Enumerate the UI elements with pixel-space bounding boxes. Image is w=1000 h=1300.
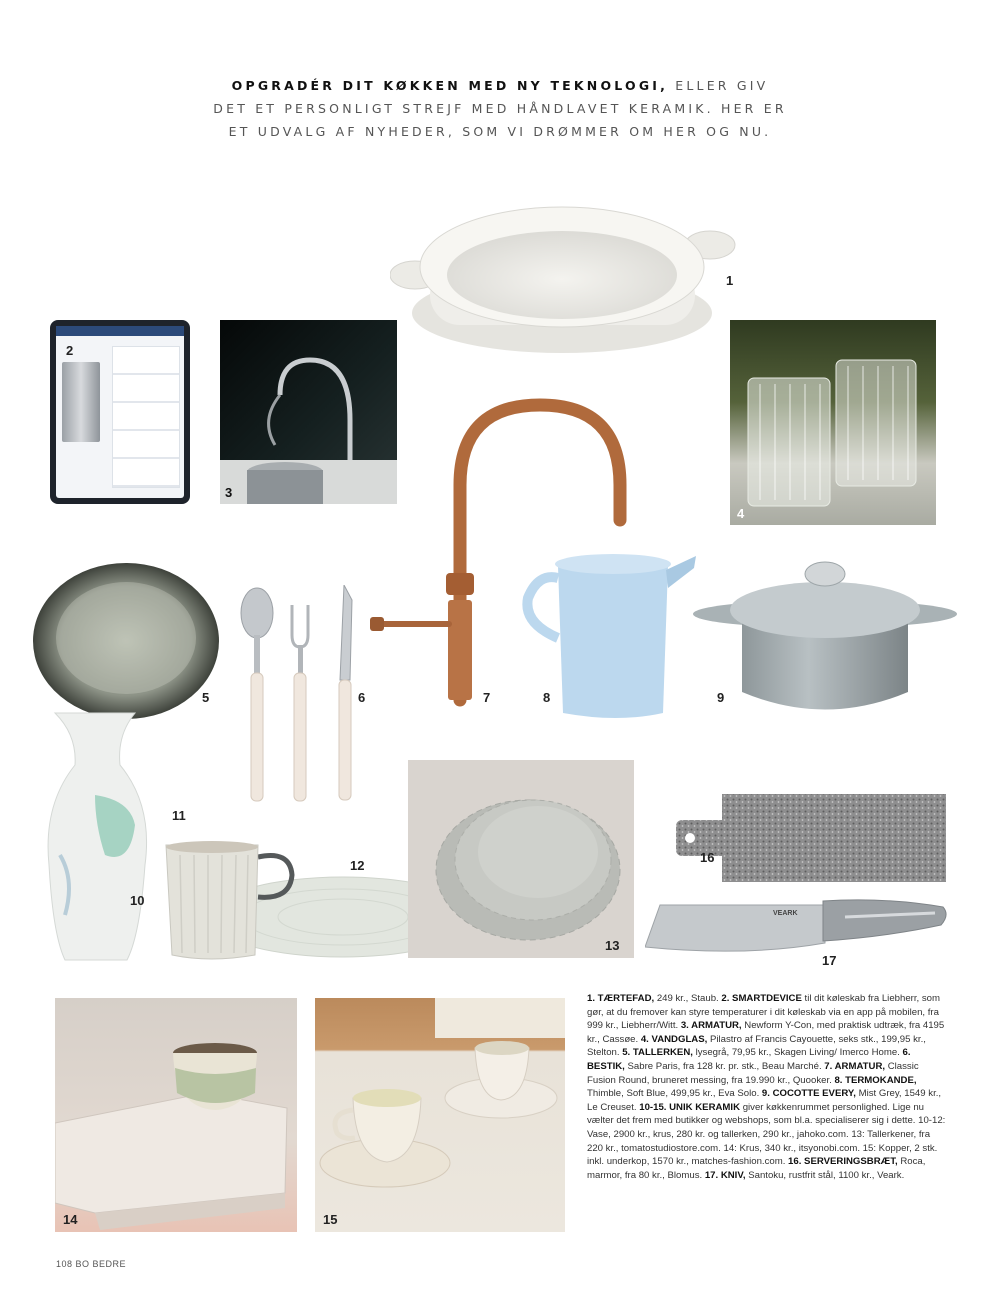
headline-line2: DET ET PERSONLIGT STREJF MED HÅNDLAVET KERAMIK. HER ER	[213, 101, 787, 116]
product-number-8: 8	[543, 690, 551, 705]
product-number-2: 2	[66, 343, 74, 358]
caption-item-17-title: 17. KNIV,	[704, 1169, 746, 1181]
headline	[180, 74, 820, 143]
product-number-4: 4	[737, 506, 745, 521]
santoku-knife-icon	[645, 895, 955, 957]
caption-item-1-text: 249 kr., Staub.	[654, 993, 722, 1004]
knife-brand: VEARK	[773, 910, 798, 917]
product-number-12: 12	[350, 858, 365, 873]
caption-item-8-text: Thimble, Soft Blue, 499,95 kr., Eva Solo.	[587, 1088, 762, 1100]
headline-line3: ET UDVALG AF NYHEDER, SOM VI DRØMMER OM HER OG NU.	[228, 124, 772, 139]
plate-icon	[30, 560, 222, 722]
caption-item-9-title: 9. COCOTTE EVERY,	[761, 1088, 856, 1100]
caption-item-7-title: 7. ARMATUR,	[824, 1060, 886, 1072]
product-number-15: 15	[323, 1212, 338, 1227]
cocotte-pot-icon	[692, 552, 962, 722]
page-number: 108	[56, 1259, 73, 1269]
product-number-1: 1	[726, 273, 734, 288]
scalloped-plates-icon	[408, 760, 634, 958]
caption-item-2-text: til dit køleskab fra Liebherr, som gør, at du fremover kan styre temperaturer i dit køleskab via en app på mobilen, fra 999 kr., Liebherr/Witt.	[587, 993, 940, 1032]
caption-item-16-text: Roca, marmor, fra 80 kr., Blomus.	[587, 1156, 926, 1181]
caption-item-5-text: lysegrå, 79,95 kr., Skagen Living/ Imerco Home.	[692, 1047, 903, 1059]
vase-icon	[35, 705, 160, 965]
product-number-9: 9	[717, 690, 725, 705]
caption-item-7-text: Classic Fusion Round, bruneret messing, fra 19.990 kr., Quooker.	[587, 1060, 919, 1086]
cutlery-icon	[232, 585, 362, 805]
caption-item-10-15-text: giver køkkenrummet personlighed. Lige nu vælter det frem med butikker og webshops, som bl.a. specialiserer sig i dette. 10-12: Vase, 2900 kr., krus, 280 kr. og tallerken, 290 kr., jahoko.com. 13: Tallerkener, fra 220 kr., tomatostudiostore.com. 14: Krus, 340 kr., itsyonobi.com. 15: Kopper, 2 stk. inkl. underkop, 1570 kr., matches-fashion.com.	[587, 1101, 946, 1168]
product-number-5: 5	[202, 690, 210, 705]
product-number-17: 17	[822, 953, 837, 968]
caption-item-2-title: 2. SMARTDEVICE	[721, 993, 802, 1004]
pie-dish-icon	[390, 185, 740, 360]
caption-item-1-title: 1. TÆRTEFAD,	[587, 993, 655, 1004]
caption-paragraph	[587, 992, 947, 1182]
product-caption	[587, 992, 947, 1182]
caption-item-17-text: Santoku, rustfrit stål, 1100 kr., Veark.	[745, 1169, 905, 1181]
caption-item-4-text: Pilastro af Francis Cayouette, seks stk., 199,95 kr., Stelton.	[587, 1033, 926, 1059]
product-number-13: 13	[605, 938, 620, 953]
caption-item-3-text: Newform Y-Con, med praktisk udtræk, fra 4195 kr., Cassøe.	[587, 1020, 945, 1045]
product-number-10: 10	[130, 893, 145, 908]
magazine-name: BO BEDRE	[75, 1259, 127, 1269]
serving-board-icon	[672, 792, 948, 884]
product-number-3: 3	[225, 485, 233, 500]
caption-item-10-15-title: 10-15. UNIK KERAMIK	[639, 1101, 741, 1113]
page-footer	[56, 1259, 126, 1269]
caption-item-6-text: Sabre Paris, fra 128 kr. pr. stk., Beau Marché.	[624, 1060, 825, 1072]
product-number-11: 11	[172, 808, 186, 823]
caption-item-16-title: 16. SERVERINGSBRÆT,	[788, 1156, 898, 1168]
product-number-14: 14	[63, 1212, 78, 1227]
caption-item-4-title: 4. VANDGLAS,	[640, 1033, 708, 1045]
caption-item-3-title: 3. ARMATUR,	[680, 1020, 742, 1032]
espresso-cups-icon	[315, 998, 565, 1232]
caption-item-9-text: Mist Grey, 1549 kr., Le Creuset.	[587, 1088, 942, 1113]
caption-item-5-title: 5. TALLERKEN,	[622, 1047, 693, 1059]
headline-bold: OPGRADÉR DIT KØKKEN MED NY TEKNOLOGI,	[231, 78, 669, 93]
caption-item-6-title: 6. BESTIK,	[587, 1047, 911, 1072]
product-number-16: 16	[700, 850, 715, 865]
ceramic-cup-icon	[55, 998, 297, 1232]
headline-line1-rest: ELLER GIV	[668, 78, 769, 93]
caption-item-8-title: 8. TERMOKANDE,	[834, 1074, 917, 1086]
product-number-6: 6	[358, 690, 366, 705]
product-number-7: 7	[483, 690, 491, 705]
drinking-glass-icon	[730, 320, 936, 525]
